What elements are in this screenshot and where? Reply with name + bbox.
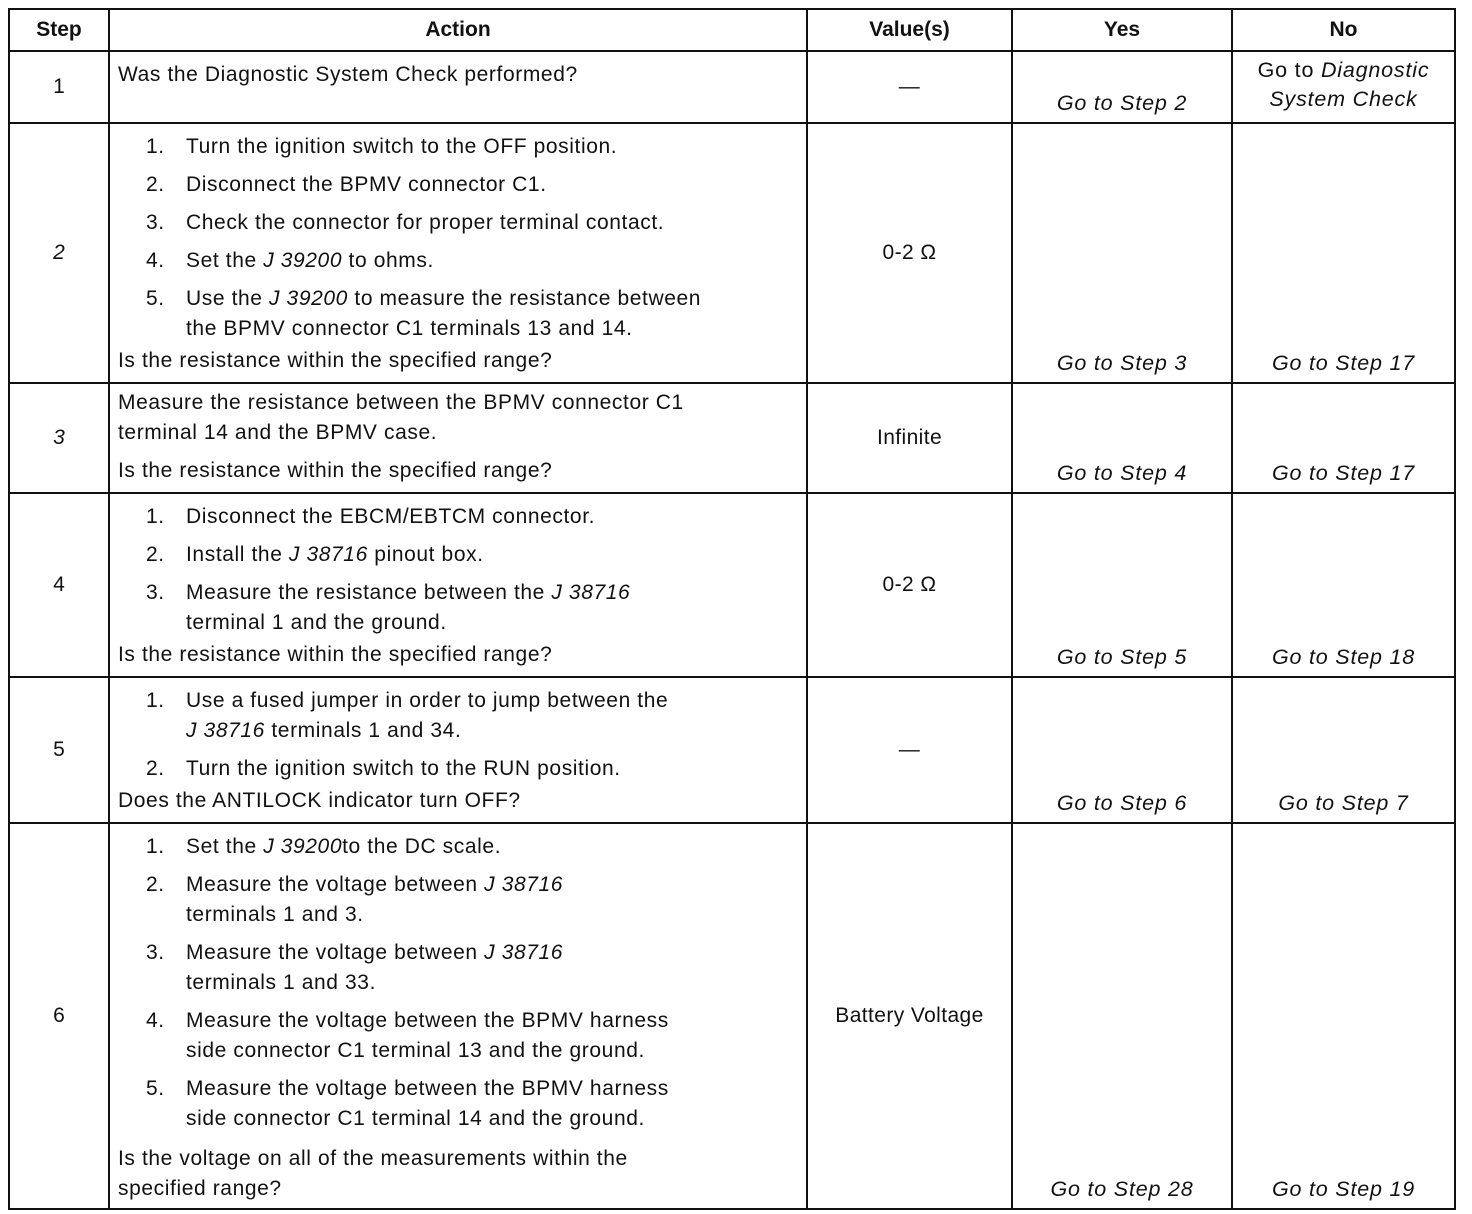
step-number: 2 (9, 123, 109, 383)
list-item (118, 540, 800, 570)
tool-name: J 38716 (551, 581, 631, 604)
yes-cell (1012, 123, 1232, 383)
action-cell (109, 383, 807, 493)
value-cell: 0-2 Ω (807, 493, 1012, 677)
item-text: to ohms. (342, 249, 434, 272)
item-text: terminals 1 and 3. (186, 903, 364, 926)
item-text: side connector C1 terminal 14 and the ground. (186, 1107, 645, 1130)
action-list (118, 502, 800, 638)
header-values: Value(s) (807, 9, 1012, 51)
action-list (118, 832, 800, 1134)
no-cell (1232, 493, 1455, 677)
item-text: pinout box. (367, 543, 484, 566)
header-row (9, 9, 1455, 51)
item-text: the BPMV connector C1 terminals 13 and 14. (186, 317, 633, 340)
tool-name: J 38716 (484, 873, 564, 896)
value-cell: — (807, 677, 1012, 823)
no-prefix: Go to (1257, 58, 1321, 82)
table-row (9, 383, 1455, 493)
item-text: Disconnect the BPMV connector C1. (186, 173, 547, 196)
item-text: Use the (186, 287, 270, 310)
action-text: terminal 14 and the BPMV case. (118, 421, 438, 444)
tool-name: J 39200 (269, 287, 348, 310)
item-text: to the DC scale. (342, 835, 502, 858)
item-number: 2. (146, 173, 165, 196)
item-number: 1. (146, 689, 165, 712)
item-number: 5. (146, 1077, 165, 1100)
list-item (118, 208, 800, 238)
step-number: 4 (9, 493, 109, 677)
list-item (118, 1074, 800, 1134)
no-link-italic: Diagnostic (1320, 58, 1430, 82)
item-text: to measure the resistance between (347, 287, 702, 310)
table-row (9, 493, 1455, 677)
no-link: Go to Step 17 (1271, 351, 1416, 375)
question: Is the resistance within the specified range? (118, 459, 553, 482)
no-link (1233, 56, 1454, 114)
action-cell (109, 823, 807, 1209)
no-link: Go to Step 18 (1271, 645, 1416, 669)
item-text: side connector C1 terminal 13 and the ground. (186, 1039, 645, 1062)
no-cell (1232, 677, 1455, 823)
question: Is the resistance within the specified range? (118, 643, 553, 666)
question-line: Is the voltage on all of the measurements within the (118, 1147, 628, 1170)
list-item (118, 578, 800, 638)
no-link: Go to Step 19 (1271, 1177, 1416, 1201)
header-step: Step (9, 9, 109, 51)
yes-link: Go to Step 5 (1056, 645, 1188, 669)
item-text: Disconnect the EBCM/EBTCM connector. (186, 505, 596, 528)
item-text: Check the connector for proper terminal contact. (186, 211, 665, 234)
yes-link: Go to Step 3 (1056, 351, 1188, 375)
step-number: 1 (9, 51, 109, 123)
header-action: Action (109, 9, 807, 51)
step-number: 5 (9, 677, 109, 823)
value-cell: 0-2 Ω (807, 123, 1012, 383)
action-list (118, 686, 800, 784)
table-row (9, 51, 1455, 123)
list-item (118, 170, 800, 200)
item-number: 2. (146, 757, 165, 780)
list-item (118, 686, 800, 746)
step-number: 3 (9, 383, 109, 493)
list-item (118, 754, 800, 784)
diagnostic-table (8, 8, 1456, 1210)
item-text: terminal 1 and the ground. (186, 611, 447, 634)
no-link: Go to Step 7 (1278, 791, 1409, 815)
item-text: Measure the voltage between the BPMV harness (186, 1077, 669, 1100)
header-yes: Yes (1012, 9, 1232, 51)
item-number: 4. (146, 249, 165, 272)
step-number: 6 (9, 823, 109, 1209)
list-item (118, 284, 800, 344)
item-text: Set the (186, 835, 264, 858)
tool-name: J 39200 (263, 249, 343, 272)
item-number: 2. (146, 543, 165, 566)
action-list (118, 132, 800, 344)
action-cell (109, 51, 807, 123)
no-cell (1232, 383, 1455, 493)
list-item (118, 1006, 800, 1066)
yes-link: Go to Step 28 (1050, 1177, 1194, 1201)
no-cell (1232, 823, 1455, 1209)
item-text: Set the (186, 249, 264, 272)
yes-cell (1012, 493, 1232, 677)
yes-cell (1012, 823, 1232, 1209)
item-text: Turn the ignition switch to the RUN position. (186, 757, 621, 780)
item-text: terminals 1 and 34. (264, 719, 462, 742)
question: Does the ANTILOCK indicator turn OFF? (118, 789, 521, 812)
action-cell (109, 123, 807, 383)
question (118, 1144, 628, 1204)
value-cell: — (807, 51, 1012, 123)
yes-cell (1012, 677, 1232, 823)
yes-link: Go to Step 6 (1056, 791, 1188, 815)
list-item (118, 832, 800, 862)
header-no: No (1232, 9, 1455, 51)
no-cell (1232, 123, 1455, 383)
item-number: 1. (146, 135, 165, 158)
item-text: Measure the resistance between the (186, 581, 552, 604)
item-number: 3. (146, 581, 165, 604)
yes-cell (1012, 383, 1232, 493)
item-text: Turn the ignition switch to the OFF position. (186, 135, 618, 158)
item-text: Use a fused jumper in order to jump between the (186, 689, 669, 712)
item-number: 5. (146, 287, 165, 310)
question-line: specified range? (118, 1177, 282, 1200)
question: Is the resistance within the specified range? (118, 349, 553, 372)
list-item (118, 870, 800, 930)
list-item (118, 132, 800, 162)
no-link: Go to Step 17 (1271, 461, 1416, 485)
no-cell (1232, 51, 1455, 123)
item-number: 3. (146, 211, 165, 234)
item-text: terminals 1 and 33. (186, 971, 377, 994)
yes-link: Go to Step 2 (1056, 91, 1188, 115)
list-item (118, 246, 800, 276)
item-text: Measure the voltage between the BPMV harness (186, 1009, 669, 1032)
item-text: Install the (186, 543, 289, 566)
list-item (118, 938, 800, 998)
tool-name: J 38716 (484, 941, 564, 964)
tool-name: J 38716 (288, 543, 368, 566)
item-text: Measure the voltage between (186, 941, 485, 964)
tool-name: J 38716 (186, 719, 265, 742)
item-number: 2. (146, 873, 165, 896)
list-item (118, 502, 800, 532)
yes-link: Go to Step 4 (1056, 461, 1188, 485)
table-row (9, 823, 1455, 1209)
action-text: Measure the resistance between the BPMV connector C1 (118, 391, 684, 414)
tool-name: J 39200 (263, 835, 343, 858)
item-number: 3. (146, 941, 165, 964)
item-number: 4. (146, 1009, 165, 1032)
no-link-line2: System Check (1269, 87, 1418, 111)
value-cell: Infinite (807, 383, 1012, 493)
value-cell: Battery Voltage (807, 823, 1012, 1209)
action-cell (109, 677, 807, 823)
table-row (9, 123, 1455, 383)
table-row (9, 677, 1455, 823)
question: Was the Diagnostic System Check performed? (118, 63, 578, 86)
action-cell (109, 493, 807, 677)
item-number: 1. (146, 835, 165, 858)
item-text: Measure the voltage between (186, 873, 485, 896)
yes-cell (1012, 51, 1232, 123)
item-number: 1. (146, 505, 165, 528)
